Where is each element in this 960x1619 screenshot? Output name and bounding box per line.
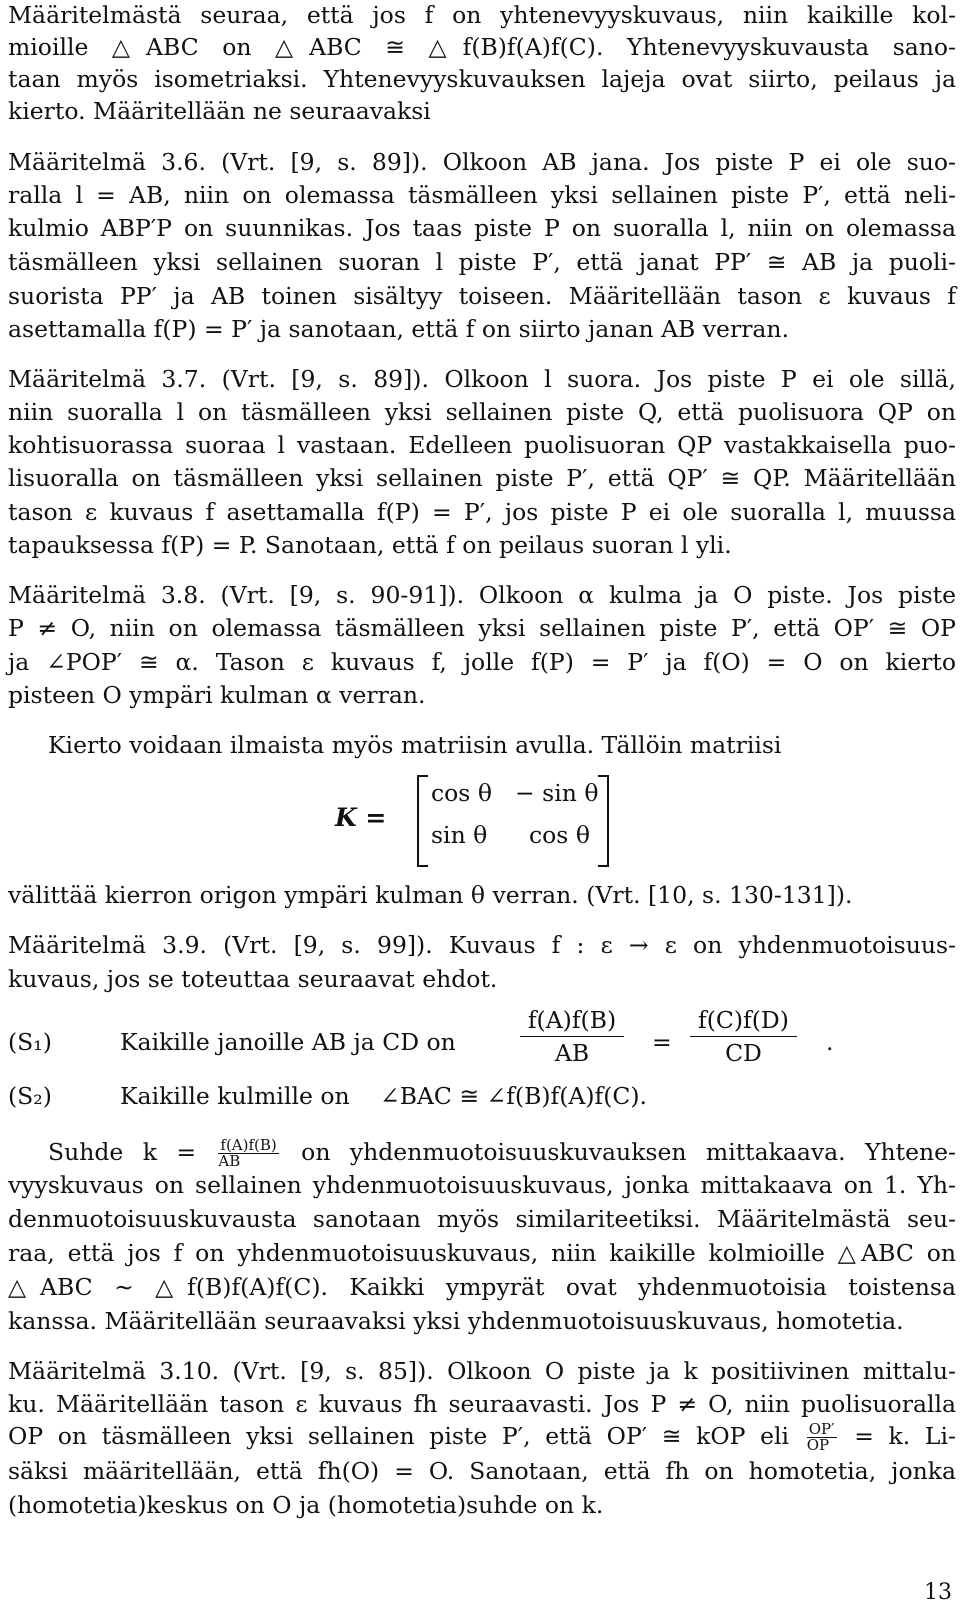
homothety-line: [8, 1421, 956, 1453]
definition-3-7: Määritelmä 3.7. (Vrt. [9, s. 89]). Olkoon l suora. Jos piste P ei ole sillä,: [8, 365, 956, 393]
text-line: kierto. Määritellään ne seuraavaksi: [8, 97, 431, 125]
numerator: f(A)f(B): [520, 1006, 624, 1037]
text-line: △ABC ∼ △f(B)f(A)f(C). Kaikki ympyrät ovat yhdenmuotoisia toistensa: [8, 1273, 956, 1301]
right-bracket: [598, 775, 609, 867]
denominator: AB: [554, 1039, 590, 1067]
denominator: CD: [725, 1039, 762, 1067]
homothety-post: = k. Li-: [854, 1422, 956, 1450]
text-line: Määritelmästä seuraa, että jos f on yhtenevyyskuvaus, niin kaikille kol-: [8, 1, 956, 29]
condition-label: (S₂): [8, 1082, 52, 1110]
scale-fraction: [218, 1138, 278, 1169]
denominator: AB: [218, 1152, 241, 1170]
page-number: 13: [924, 1580, 952, 1605]
text-line: tapauksessa f(P) = P. Sanotaan, että f on peilaus suoran l yli.: [8, 531, 732, 559]
text-line: denmuotoisuuskuvausta sanotaan myös similariteetiksi. Määritelmästä seu-: [8, 1205, 956, 1233]
text-line: raa, että jos f on yhdenmuotoisuuskuvaus, niin kaikille kolmioille △ABC on: [8, 1239, 956, 1267]
rotation-matrix: [417, 775, 609, 865]
left-bracket: [417, 775, 428, 867]
matrix-cell: cos θ: [431, 779, 492, 807]
text-line: taan myös isometriaksi. Yhtenevyyskuvauksen lajeja ovat siirto, peilaus ja: [8, 65, 956, 93]
text-line: ja ∠POP′ ≅ α. Tason ε kuvaus f, jolle f(P) = P′ ja f(O) = O on kierto: [8, 648, 956, 676]
text-line: lisuoralla on täsmälleen yksi sellainen piste P′, että QP′ ≅ QP. Määritellään: [8, 464, 956, 492]
ratio-post: on yhdenmuotoisuuskuvauksen mittakaava. Yhtene-: [301, 1138, 956, 1166]
matrix-cell: − sin θ: [515, 779, 599, 807]
text-line: kohtisuorassa suoraa l vastaan. Edelleen puolisuoran QP vastakkaisella puo-: [8, 431, 956, 459]
condition-label: (S₁): [8, 1028, 52, 1056]
text-line: ralla l = AB, niin on olemassa täsmälleen yksi sellainen piste P′, että neli-: [8, 181, 956, 209]
ratio-pre: Suhde k =: [48, 1138, 197, 1166]
text-line: (homotetia)keskus on O ja (homotetia)suhde on k.: [8, 1491, 604, 1519]
denominator: OP: [806, 1436, 830, 1454]
text-line: ku. Määritellään tason ε kuvaus fh seuraavasti. Jos P ≠ O, niin puolisuoralla: [8, 1390, 956, 1418]
condition-formula: ∠BAC ≅ ∠f(B)f(A)f(C).: [380, 1082, 648, 1110]
definition-3-10: Määritelmä 3.10. (Vrt. [9, s. 85]). Olkoon O piste ja k positiivinen mittalu-: [8, 1357, 956, 1385]
text-line: kuvaus, jos se toteuttaa seuraavat ehdot.: [8, 965, 498, 993]
equals-sign: =: [652, 1028, 672, 1056]
condition-text: Kaikille janoille AB ja CD on: [120, 1028, 456, 1056]
text-line: mioille △ABC on △ABC ≅ △f(B)f(A)f(C). Yhtenevyyskuvausta sano-: [8, 33, 956, 61]
period: .: [826, 1028, 834, 1056]
text-line: asettamalla f(P) = P′ ja sanotaan, että f on siirto janan AB verran.: [8, 315, 790, 343]
condition-text: Kaikille kulmille on: [120, 1082, 350, 1110]
matrix-cell: sin θ: [431, 821, 488, 849]
fraction: [690, 1006, 797, 1067]
text-line: kanssa. Määritellään seuraavaksi yksi yhdenmuotoisuuskuvaus, homotetia.: [8, 1307, 904, 1335]
text-line: Kierto voidaan ilmaista myös matriisin avulla. Tällöin matriisi: [48, 731, 782, 759]
ratio-line: [48, 1137, 956, 1169]
fraction: [520, 1006, 624, 1067]
numerator: OP′: [808, 1420, 835, 1438]
text-line: välittää kierron origon ympäri kulman θ verran. (Vrt. [10, s. 130-131]).: [8, 881, 853, 909]
text-line: tason ε kuvaus f asettamalla f(P) = P′, jos piste P ei ole suoralla l, muussa: [8, 498, 956, 526]
text-line: täsmälleen yksi sellainen suoran l piste P′, että janat PP′ ≅ AB ja puoli-: [8, 248, 956, 276]
definition-3-9: Määritelmä 3.9. (Vrt. [9, s. 99]). Kuvaus f : ε → ε on yhdenmuotoisuus-: [8, 931, 956, 959]
text-line: vyyskuvaus on sellainen yhdenmuotoisuuskuvaus, jonka mittakaava on 1. Yh-: [8, 1171, 956, 1199]
numerator: f(A)f(B): [220, 1136, 277, 1154]
matrix-lhs: K =: [335, 803, 387, 832]
text-line: niin suoralla l on täsmälleen yksi sellainen piste Q, että puolisuora QP on: [8, 398, 956, 426]
numerator: f(C)f(D): [690, 1006, 797, 1037]
text-line: pisteen O ympäri kulman α verran.: [8, 681, 426, 709]
text-line: säksi määritellään, että fh(O) = O. Sanotaan, että fh on homotetia, jonka: [8, 1457, 956, 1485]
text-line: kulmio ABP′P on suunnikas. Jos taas piste P on suoralla l, niin on olemassa: [8, 214, 956, 242]
text-line: P ≠ O, niin on olemassa täsmälleen yksi sellainen piste P′, että OP′ ≅ OP: [8, 614, 956, 642]
definition-3-8: Määritelmä 3.8. (Vrt. [9, s. 90-91]). Olkoon α kulma ja O piste. Jos piste: [8, 581, 956, 609]
text-line: suorista PP′ ja AB toinen sisältyy toiseen. Määritellään tason ε kuvaus f: [8, 282, 956, 310]
homothety-fraction: [807, 1422, 837, 1453]
homothety-pre: OP on täsmälleen yksi sellainen piste P′, että OP′ ≅ kOP eli: [8, 1422, 790, 1450]
matrix-cell: cos θ: [529, 821, 590, 849]
definition-3-6: Määritelmä 3.6. (Vrt. [9, s. 89]). Olkoon AB jana. Jos piste P ei ole suo-: [8, 148, 956, 176]
